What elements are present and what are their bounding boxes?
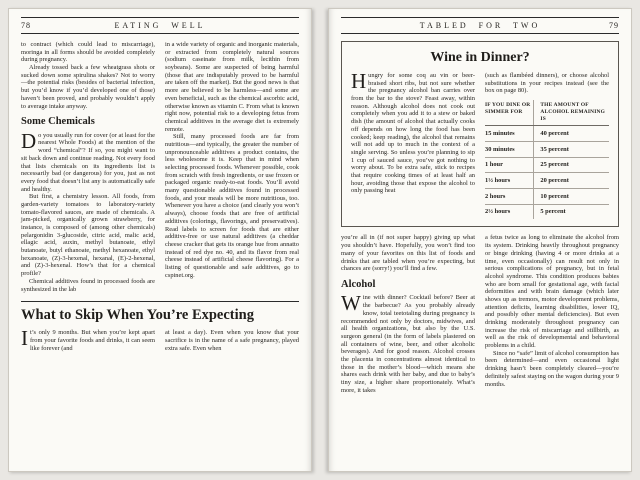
paragraph: Already tossed back a few wheatgrass shots or sucked down some spirulina shakes? Not to worry—the potential risks (besides of bacterial infection, but you’d know if you’d developed one of those) haven’t been proved, and probably wouldn’t apply to average intake anyway. (21, 64, 155, 110)
drop-cap: H (351, 69, 367, 93)
table-cell-time: 2 hours (485, 189, 534, 205)
table-row (485, 126, 609, 142)
table-cell-amount: 20 percent (534, 173, 609, 189)
paragraph: a fetus twice as long to eliminate the alcohol from its system. Drinking heavily throughout pregnancy or binge drinking (having 4 or more drinks at a time, even occasionally) can result not only in serious complications of pregnancy, but in fetal alcohol syndrome. This condition produces babies who are born small for gestational age, with facial deformities and with brain damage (which later shows up as tremors, motor development problems, attention deficits, learning disabilities, lower IQ, and possibly other mental deficiencies). But even drinking moderately throughout pregnancy can increase the risk of miscarriage and stillbirth, as well as the risk of developmental and behavioral problems in a child. (485, 234, 619, 350)
table-cell-amount: 10 percent (534, 189, 609, 205)
skip-section-columns (21, 326, 299, 352)
wine-box-columns (351, 69, 609, 219)
wine-in-dinner-box (341, 41, 619, 227)
skip-section-title: What to Skip When You’re Expecting (21, 307, 254, 324)
table-row (485, 189, 609, 205)
paragraph-with-dropcap (21, 326, 155, 352)
table-cell-amount: 35 percent (534, 142, 609, 158)
skip-column-2 (165, 329, 299, 352)
paragraph: at least a day). Even when you know that your sacrifice is in the name of a safe pregnancy, played extra safe. Even when (165, 329, 299, 352)
table-cell-time: 15 minutes (485, 126, 534, 142)
table-row (485, 157, 609, 173)
table-row (485, 142, 609, 158)
skip-section (21, 301, 299, 352)
paragraph-text: ungry for some coq au vin or beer-braised short ribs, but not sure whether the pregnancy alcohol ban carries over from the bar to the stove? Feast away, within reason. Although alcohol does not cook out completely when you add it to a stew or baked dish (the amount of alcohol that actually cooks off depends on how long the food has been cooked; keep reading), the alcohol that remains will not add up to much in the context of a single serving. So unless you’re planning to sip 1 cup of sauced sauce, you’ve got nothing to worry about. To be extra safe, stick to recipes that require cooking times of at least half an hour, avoiding those that expose the alcohol to only passing heat (351, 72, 475, 195)
wine-box-column-2 (485, 72, 609, 219)
page-number-right: 79 (609, 21, 619, 30)
left-body-columns (21, 41, 299, 293)
paragraph-text: o you usually run for cover (or at least for the nearest Whole Foods) at the mention of the word “chemical”? If so, you might want to sit back down and continue reading. Not every food that lists chemicals on its ingredients list is necessarily bad (or dangerous) for you, just as not every food that doesn’t list any is automatically safe and healthy. (21, 131, 155, 193)
table-row (485, 173, 609, 189)
left-column-1 (21, 41, 155, 293)
table-cell-time: 1 hour (485, 157, 534, 173)
running-title-right: TABLED FOR TWO (419, 21, 541, 30)
drop-cap: D (21, 128, 37, 153)
table-cell-amount: 25 percent (534, 157, 609, 173)
section-heading-alcohol: Alcohol (341, 278, 376, 290)
table-header-row (485, 100, 609, 126)
paragraph: Since no “safe” limit of alcohol consumption has been determined—and even occasional light drinking hasn’t been completely cleared—you’re definitely safest staying on the wagon during your 9 months. (485, 349, 619, 388)
drop-cap: I (21, 326, 28, 351)
paragraph-text: t’s only 9 months. But when you’re kept apart from your favorite foods and drinks, it can seem like forever (and (30, 329, 155, 352)
right-column-2 (485, 234, 619, 394)
paragraph: Chemical additives found in processed foods are synthesized in the lab (21, 277, 155, 293)
page-header-left (21, 17, 299, 34)
table-cell-time: 30 minutes (485, 142, 534, 158)
running-title-left: EATING WELL (114, 21, 206, 30)
wine-box-column-1 (351, 69, 475, 219)
paragraph: to contract (which could lead to miscarriage), moringa in all forms should be avoided completely during pregnancy. (21, 41, 155, 64)
page-right (328, 8, 632, 472)
paragraph-with-dropcap (351, 69, 475, 195)
right-column-1 (341, 234, 475, 394)
table-cell-amount: 5 percent (534, 204, 609, 219)
alcohol-remaining-table (485, 100, 609, 219)
table-cell-time: 2½ hours (485, 208, 511, 216)
paragraph: But first, a chemistry lesson. All foods, from garden-variety tomatoes to laboratory-variety tomato-flavored sauces, are made of chemicals. A jam-picked, organically grown strawberry, for instance, is composed of (among other chemicals) pelargonidin 3-glucoside, citric acid, malic acid, ellagic acid, auxin, methyl butanoate, ethyl butanoate, butyl ethanoate, methyl hexanoate, ethyl hexanoate, (Z)-3-hexenal, hexanal, (E)-2-hexenal, and (Z)-3-hexenal. How’s that for a chemical profile? (21, 193, 155, 278)
left-column-2 (165, 41, 299, 293)
drop-cap: W (341, 291, 361, 316)
table-cell-time: 1½ hours (485, 173, 534, 189)
wine-box-title: Wine in Dinner? (430, 50, 530, 65)
paragraph: in a wide variety of organic and inorganic materials, or extracted from completely natural sources (sodium caseinate from milk, lecithin from soybeans). Some are suspected of being harmful (those that are indisputably proved to be harmful are taken off the market). But the good news is that more are believed to be harmless—and some are even beneficial, such as the chemical ascorbic acid, otherwise known as vitamin C. From what is known right now, potential risk to a developing fetus from chemical additives in the average diet is extremely remote. (165, 41, 299, 133)
right-body-columns (341, 234, 619, 394)
table-header-simmer-time: IF YOU DINE OR SIMMER FOR (485, 100, 534, 126)
paragraph: you’re all in (if not super happy) giving up what you shouldn’t have. Hopefully, you won’t find too many of your favorites on this list of foods and drinks that are tabled when you’re expecting, but chances are (sorry!) you’ll find a few. (341, 234, 475, 273)
paragraph-with-dropcap (21, 128, 155, 194)
table-row (485, 204, 609, 219)
page-header-right (341, 17, 619, 34)
paragraph: (such as flambéed dinners), or choose alcohol substitutions in your recipes instead (see the box on page 80). (485, 72, 609, 95)
skip-column-1 (21, 326, 155, 352)
table-cell-amount: 40 percent (534, 126, 609, 142)
page-number-left: 78 (21, 21, 31, 30)
paragraph-with-dropcap (341, 291, 475, 394)
page-left (8, 8, 312, 472)
table-header-alcohol-remaining: THE AMOUNT OF ALCOHOL REMAINING IS (534, 100, 609, 126)
paragraph: Still, many processed foods are far from nutritious—and typically, the greater the number of unpronounceable additives a product contains, the less wholesome it is. Keep that in mind when selecting processed foods. Whenever possible, cook from scratch with fresh ingredients, or use frozen or packaged organic ready-to-eat foods. You’ll avoid many questionable additives found in processed foods, and your meals will be more nutritious, too. Whenever you have a choice (and clearly you won’t always), choose foods that are free of artificial additives (colorings, flavorings, and preservatives). Read labels to screen for foods that are either additive-free or use natural additives (a cheddar cheese cracker that gets its orange hue from annatto instead of red dye no. 40, and its flavor from real cheese instead of artificial cheese flavoring). For a listing of questionable and safe additives, go to cspinet.org. (165, 133, 299, 279)
paragraph-text: ine with dinner? Cocktail before? Beer at the barbecue? As you probably already know, total teetotaling during pregnancy is recommended not only by doctors, midwives, and all health organizations, but also by the U.S. surgeon general (in the form of labels plastered on all containers of wine, beer, and other alcoholic beverages). And for good reason. Alcohol crosses the placenta in concentrations almost identical to those in the mother’s blood—which means she shares each drink with her baby, and due to baby’s tiny size, a higher share proportionately. What’s more, it takes (341, 294, 475, 394)
section-heading-some-chemicals: Some Chemicals (21, 116, 95, 128)
